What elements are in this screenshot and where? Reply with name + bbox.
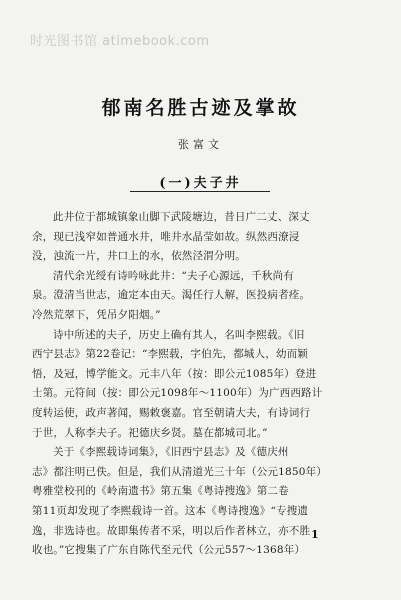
body-text bbox=[32, 208, 370, 561]
paragraph-4-line: 逸，非选诗也。故即集传者不采，明以后作者林立，亦不胜 bbox=[32, 524, 311, 537]
paragraph-3-line: 诗中所述的夫子，历史上确有其人，名叫李熙载。《旧 bbox=[53, 328, 305, 341]
section-heading: (一)夫子井 bbox=[159, 176, 242, 191]
paragraph-3-line: 悟，及冠，博学能文。元丰八年（按：即公元1085年）登进 bbox=[32, 367, 317, 380]
author-name: 张富文 bbox=[178, 138, 223, 151]
paragraph-1-line: 没，浊流一片，井口上的水，依然泾渭分明。 bbox=[32, 250, 246, 263]
paragraph-1-line: 此井位于都城镇象山脚下武陵塘边，昔日广二丈、深丈 bbox=[53, 211, 310, 223]
paragraph-4-line: 第11页却发现了李熙载诗一首。这本《粤诗搜逸》“专搜遗 bbox=[32, 504, 309, 517]
paragraph-3-line: 度转运使，政声著闻，赐敕褒嘉。官至朝请大夫，有诗词行 bbox=[32, 406, 311, 419]
heading-underline bbox=[130, 191, 270, 192]
paragraph-2-line: 清代余光绶有诗吟咏此井：“夫子心源远，千秋尚有 bbox=[53, 269, 294, 282]
paragraph-4-line: 收也。”它搜集了广东自陈代至元代（公元557～1368年） bbox=[32, 544, 306, 557]
page-title: 郁南名胜古迹及掌故 bbox=[101, 97, 300, 119]
paragraph-3-line: 士第。元符间（按：即公元1098年～1100年）为广西西路计 bbox=[32, 387, 323, 400]
paragraph-1-line: 余，现已浅窄如普通水井，唯井水晶莹如故。纵然西潦浸 bbox=[32, 230, 300, 243]
paragraph-4-line: 粤雅堂校刊的《岭南遗书》第五集《粤诗搜逸》第二卷 bbox=[32, 485, 289, 498]
paragraph-2-line: 泉。澄清当世志，逾定本由天。渴任行人解，医投病者痊。 bbox=[32, 289, 311, 302]
paragraph-4-line: 志》都注明已佚。但是，我们从清道光三十年（公元1850年） bbox=[32, 465, 328, 478]
page-number: 1 bbox=[311, 528, 319, 541]
paragraph-2-line: 冷然荒翠下，凭吊夕阳烟。” bbox=[32, 308, 161, 321]
watermark-text: 时光图书馆 atimebook.com bbox=[30, 34, 210, 49]
paragraph-3-line: 于世，人称李夫子。祀德庆乡贤。墓在都城司北。” bbox=[32, 426, 268, 439]
paragraph-4-line: 关于《李熙载诗词集》，《旧西宁县志》及《德庆州 bbox=[53, 446, 289, 459]
paragraph-3-line: 西宁县志》第22卷记：“李熙载，字伯先，都城人，幼而颖 bbox=[32, 348, 309, 361]
